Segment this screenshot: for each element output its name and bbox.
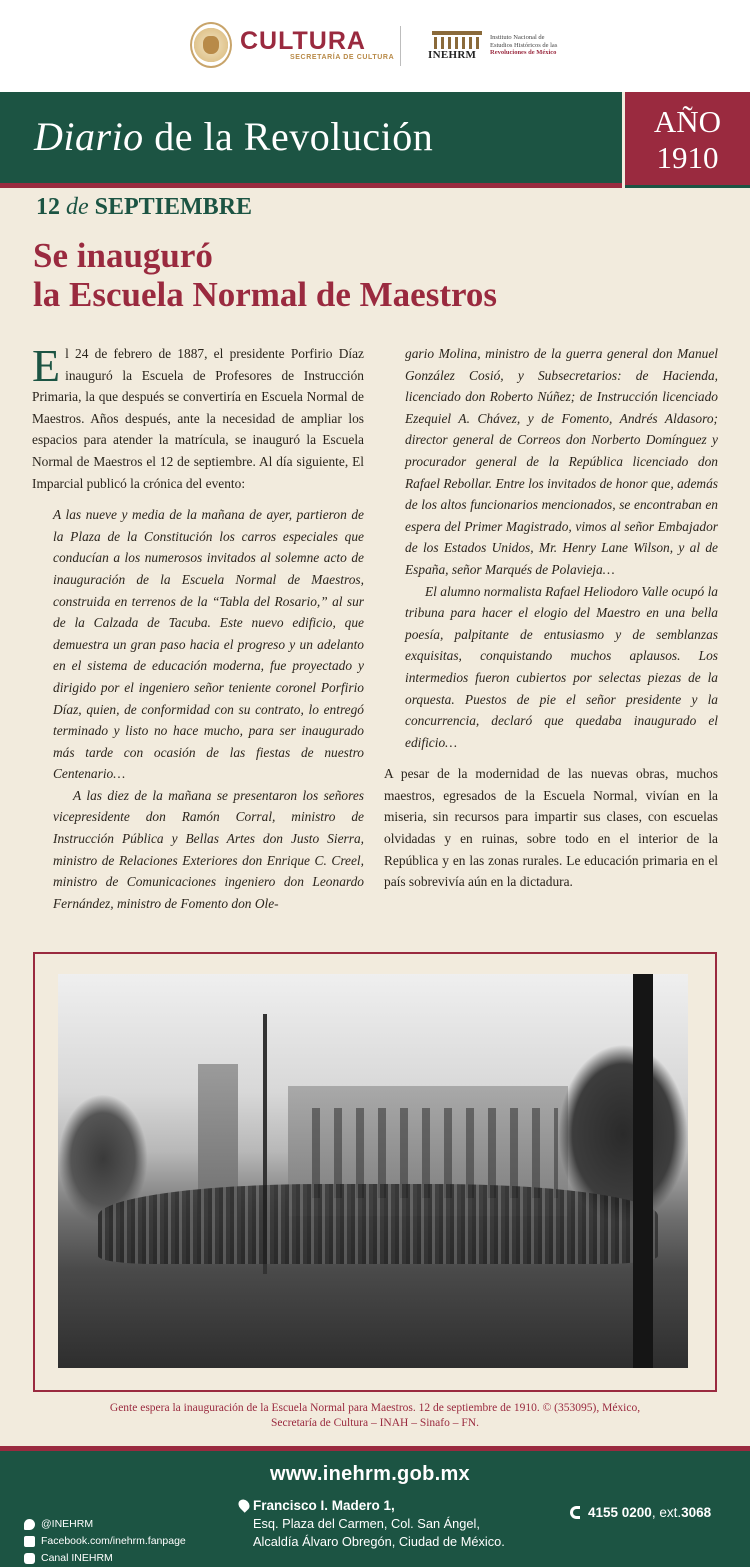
banner-underline: [0, 183, 622, 188]
facebook-icon: [24, 1536, 35, 1547]
intro-paragraph: El 24 de febrero de 1887, el presidente Porfirio Díaz inauguró la Escuela de Profesores de Instrucción Primaria, la que después se convertiría en Escuela Normal de Maestros. Años después, ante la necesidad de ampliar los espacios para atender la matrícula, se inauguró la Escuela Normal de Maestros el 12 de septiembre. Al día siguiente, El Imparcial publicó la crónica del evento:: [32, 340, 364, 491]
drop-cap: E: [32, 340, 61, 391]
article-column-right: [384, 343, 718, 893]
phone-number[interactable]: 4155 0200 , ext. 3068: [570, 1505, 711, 1520]
inehrm-logo[interactable]: [428, 29, 557, 62]
footer: [0, 1451, 750, 1567]
year-badge: [625, 92, 750, 185]
eagle-seal-icon: [190, 22, 232, 68]
logo-divider: [400, 26, 401, 66]
cultura-logo[interactable]: [190, 22, 394, 68]
year-label: AÑO: [653, 104, 722, 139]
website-link[interactable]: www.inehrm.gob.mx: [270, 1463, 470, 1485]
article-date: 12 de SEPTIEMBRE: [36, 194, 253, 220]
quote-paragraph-2b: gario Molina, ministro de la guerra general don Manuel González Cosió, y Subsecretarios: de Hacienda, licenciado don Roberto Núñez; de Instrucción licenciado Ezequiel A. Chávez, y de Fomento, Andrés Aldasoro; director general de Correos don Norberto Domínguez y procurador general de la República licenciado don Rafael Rebollar. Entre los invitados de honor que, además de los altos funcionarios mencionados, se encontraban en espera del Primer Magistrado, vimos al señor Embajador de los Estados Unidos, Mr. Henry Lane Wilson, y al de España, señor Marqués de Polavieja…: [405, 346, 718, 577]
location-pin-icon: [236, 1497, 252, 1513]
facebook-link[interactable]: Facebook.com/inehrm.fanpage: [24, 1533, 186, 1550]
building-icon: [428, 29, 486, 62]
quote-paragraph-1: A las nueve y media de la mañana de ayer, partieron de la Plaza de la Constitución los carros especiales que conducían a los numerosos invitados al solemne acto de inauguración de la Escuela Normal de Maestros, construida en terrenos de la “Tabla del Rosario,” al sur de la Calzada de Tacuba. Este nuevo edificio, que demuestra un gran paso hacia el progreso y un adelanto en el sistema de educación moderna, fue proyectado y dirigido por el ingeniero señor teniente coronel Porfirio Díaz, quien, de conformidad con su contrato, lo entregó terminado y listo no hace mucho, para ser inaugurado más tarde con ocasión de las fiestas de nuestro Centenario…: [53, 507, 364, 782]
year-value: 1910: [656, 140, 719, 175]
phone-icon: [570, 1506, 580, 1519]
inehrm-fullname: Instituto Nacional de Estudios Históricos de las Revoluciones de México: [490, 34, 558, 56]
historic-photo: [58, 974, 688, 1368]
youtube-icon: [24, 1553, 35, 1564]
quote-paragraph-2a: A las diez de la mañana se presentaron los señores vicepresidente don Ramón Corral, ministro de Instrucción Pública y Bellas Artes don Justo Sierra, ministro de Relaciones Exteriores don Enrique C. Creel, ministro de Comunicaciones ingeniero don Leonardo Fernández, ministro de Fomento don Ole-: [53, 787, 364, 911]
social-links: [24, 1516, 186, 1567]
inehrm-wordmark: INEHRM: [428, 49, 477, 61]
address: Francisco I. Madero 1, Esq. Plaza del Carmen, Col. San Ángel, Alcaldía Álvaro Obregón, Ciudad de México.: [253, 1497, 505, 1551]
article-column-left: [32, 340, 364, 914]
secretaria-label: SECRETARÍA DE CULTURA: [290, 54, 395, 61]
closing-paragraph: A pesar de la modernidad de las nuevas obras, muchos maestros, egresados de la Escuela Normal, vivían en la miseria, sin recursos para impartir sus clases, con escuelas olvidadas y en ruinas, sobre todo en el interior de la República y en las zonas rurales. Le educación primaria en el país sobrevivía aún en la dictadura.: [384, 766, 718, 890]
twitter-icon: [24, 1519, 35, 1530]
quote-paragraph-3: El alumno normalista Rafael Heliodoro Valle ocupó la tribuna para hacer el elogio del Maestro en una bella poesía, palpitante de entusiasmo y de semblanzas exquisitas, conquistando muchos aplausos. Los intermedios fueron cubiertos por selectas piezas de la orquesta. Puestos de pie el señor presidente y la concurrencia, declaró que quedaba inaugurado el edificio…: [405, 583, 718, 750]
twitter-link[interactable]: @INEHRM: [24, 1516, 186, 1533]
top-header: [0, 0, 750, 92]
year-badge-underline: [625, 185, 750, 188]
cultura-wordmark: CULTURA: [240, 27, 366, 55]
youtube-link[interactable]: Canal INEHRM: [24, 1550, 186, 1567]
series-title: Diario de la Revolución: [34, 114, 434, 159]
photo-caption: Gente espera la inauguración de la Escuela Normal para Maestros. 12 de septiembre de 1910. © (353095), México, Secretaría de Cultura – INAH – Sinafo – FN.: [109, 1402, 641, 1429]
headline: Se inauguró la Escuela Normal de Maestros: [33, 236, 498, 314]
